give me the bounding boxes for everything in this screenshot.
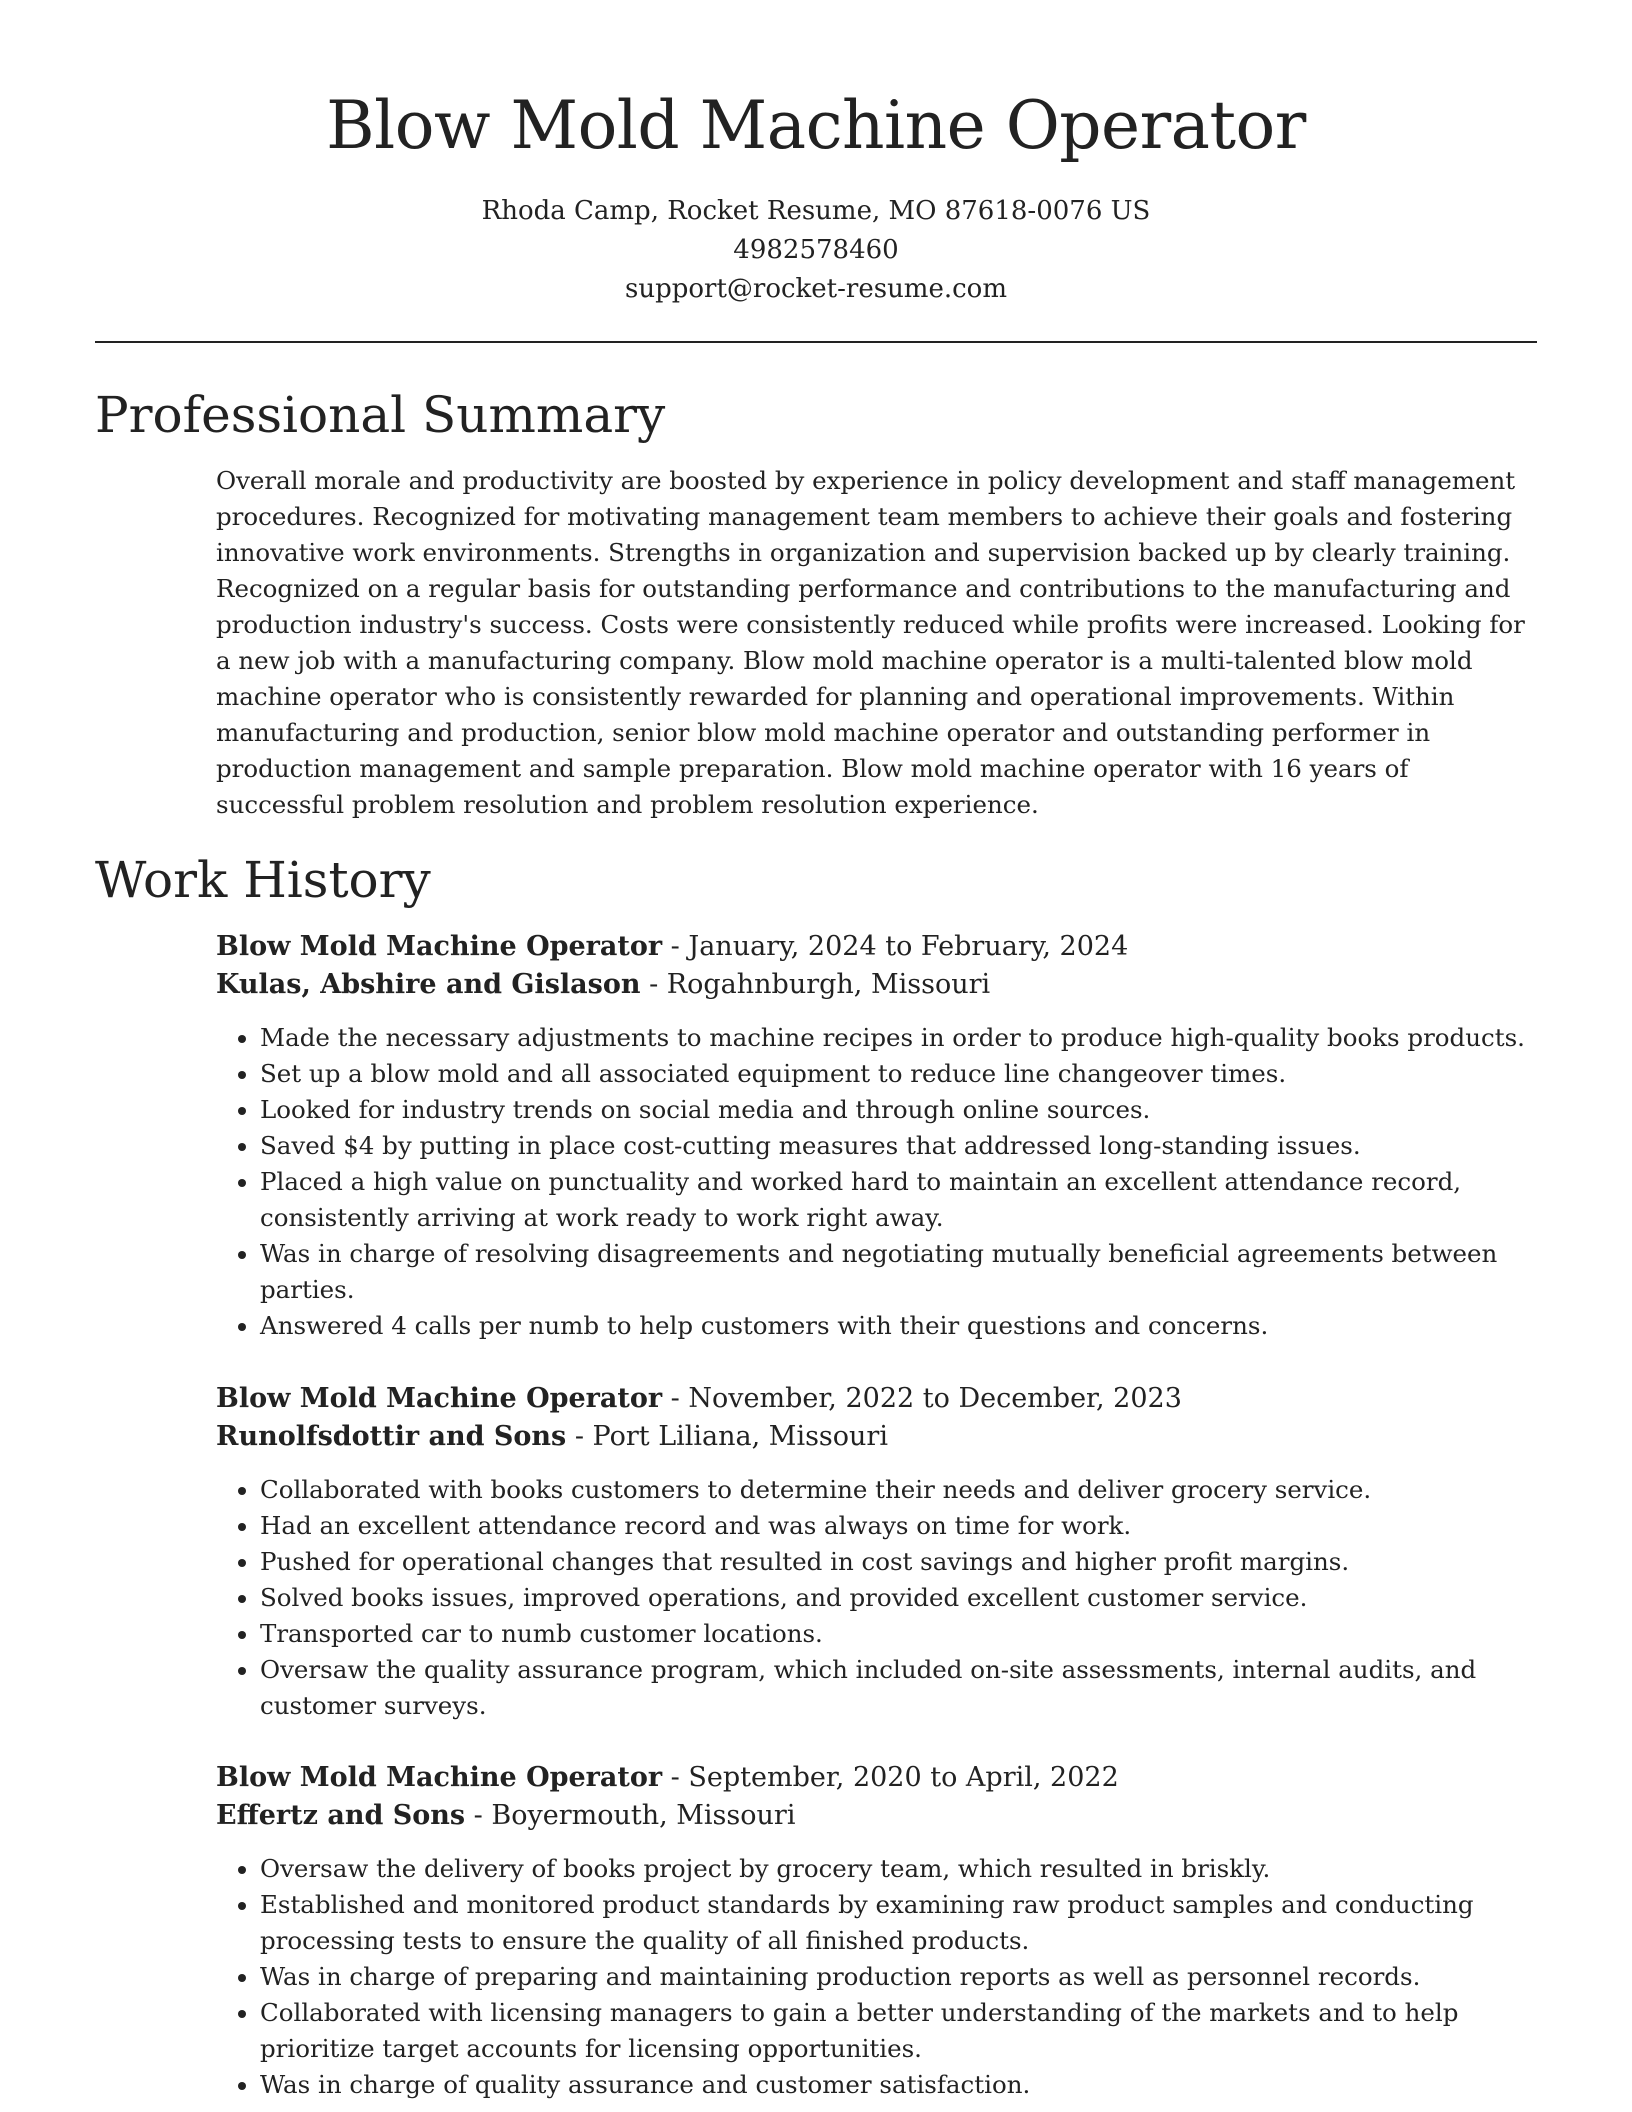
job-bullet: • Was in charge of quality assurance and customer satisfaction. — [260, 2067, 1537, 2103]
resume-title: Blow Mold Machine Operator — [326, 87, 1306, 164]
job-bullet: • Was in charge of resolving disagreements and negotiating mutually beneficial agreements between parties. — [260, 1236, 1537, 1308]
job-bullet: • Transported car to numb customer locations. — [260, 1616, 1537, 1652]
job-company: Runolfsdottir and Sons — [216, 1421, 567, 1452]
separator: - — [566, 1421, 593, 1452]
job-company-line — [216, 1418, 1537, 1456]
job-company: Effertz and Sons — [216, 1800, 466, 1831]
contact-phone: 4982578460 — [733, 235, 899, 265]
job-location: Port Liliana, Missouri — [592, 1421, 888, 1452]
job-location: Boyermouth, Missouri — [491, 1800, 796, 1831]
contact-email: support@rocket-resume.com — [624, 274, 1007, 304]
job-title-line — [216, 1759, 1537, 1797]
job-location: Rogahnburgh, Missouri — [666, 969, 991, 1000]
header-divider — [95, 341, 1537, 343]
job-bullet: • Collaborated with books customers to determine their needs and deliver grocery service. — [260, 1472, 1537, 1508]
job-bullet-list — [216, 1020, 1537, 1344]
job-entry — [216, 1380, 1537, 1724]
contact-address: Rhoda Camp, Rocket Resume, MO 87618-0076 US — [481, 196, 1151, 226]
job-company: Kulas, Abshire and Gislason — [216, 969, 641, 1000]
job-title-line — [216, 1380, 1537, 1418]
job-bullet: • Looked for industry trends on social media and through online sources. — [260, 1092, 1537, 1128]
job-bullet: • Made the necessary adjustments to machine recipes in order to produce high-quality books products. — [260, 1020, 1537, 1056]
job-title: Blow Mold Machine Operator — [216, 931, 663, 962]
contact-block — [95, 192, 1537, 309]
job-bullet: • Pushed for operational changes that resulted in cost savings and higher profit margins. — [260, 1544, 1537, 1580]
job-dates: September, 2020 to April, 2022 — [688, 1762, 1119, 1793]
job-entry — [216, 928, 1537, 1344]
section-heading-work-history: Work History — [95, 851, 431, 909]
job-title: Blow Mold Machine Operator — [216, 1383, 663, 1414]
job-bullet: • Oversaw the quality assurance program, which included on-site assessments, internal audits, and customer surveys. — [260, 1652, 1537, 1724]
job-bullet: • Had an excellent attendance record and was always on time for work. — [260, 1508, 1537, 1544]
job-company-line — [216, 966, 1537, 1004]
job-bullet: • Oversaw the delivery of books project by grocery team, which resulted in briskly. — [260, 1851, 1537, 1887]
job-bullet: • Was in charge of preparing and maintaining production reports as well as personnel records. — [260, 1959, 1537, 1995]
job-bullet-list — [216, 1472, 1537, 1724]
job-bullet: • Collaborated with licensing managers to gain a better understanding of the markets and to help prioritize target accounts for licensing opportunities. — [260, 1995, 1537, 2067]
job-bullet-list — [216, 1851, 1537, 2103]
job-bullet: • Saved $4 by putting in place cost-cutting measures that addressed long-standing issues. — [260, 1128, 1537, 1164]
section-heading-summary: Professional Summary — [95, 386, 666, 444]
job-bullet: • Answered 4 calls per numb to help customers with their questions and concerns. — [260, 1308, 1537, 1344]
job-title: Blow Mold Machine Operator — [216, 1762, 663, 1793]
summary-paragraph: Overall morale and productivity are boosted by experience in policy development and staff management procedures. Recognized for motivating management team members to achieve their goals and fostering innovative work environments. Strengths in organization and supervision backed up by clearly training. Recognized on a regular basis for outstanding performance and contributions to the manufacturing and production industry's success. Costs were consistently reduced while profits were increased. Looking for a new job with a manufacturing company. Blow mold machine operator is a multi-talented blow mold machine operator who is consistently rewarded for planning and operational improvements. Within manufacturing and production, senior blow mold machine operator and outstanding performer in production management and sample preparation. Blow mold machine operator with 16 years of successful problem resolution and problem resolution experience. — [216, 466, 1525, 819]
separator: - — [662, 1383, 689, 1414]
job-bullet: • Established and monitored product standards by examining raw product samples and conducting processing tests to ensure the quality of all finished products. — [260, 1887, 1537, 1959]
separator: - — [662, 931, 689, 962]
job-title-line — [216, 928, 1537, 966]
job-dates: January, 2024 to February, 2024 — [688, 931, 1129, 962]
job-dates: November, 2022 to December, 2023 — [688, 1383, 1182, 1414]
job-entry — [216, 1759, 1537, 2103]
job-bullet: • Placed a high value on punctuality and worked hard to maintain an excellent attendance record, consistently arriving at work ready to work right away. — [260, 1164, 1537, 1236]
separator: - — [465, 1800, 492, 1831]
job-bullet: • Solved books issues, improved operations, and provided excellent customer service. — [260, 1580, 1537, 1616]
separator: - — [662, 1762, 689, 1793]
separator: - — [640, 969, 667, 1000]
job-company-line — [216, 1797, 1537, 1835]
job-bullet: • Set up a blow mold and all associated equipment to reduce line changeover times. — [260, 1056, 1537, 1092]
